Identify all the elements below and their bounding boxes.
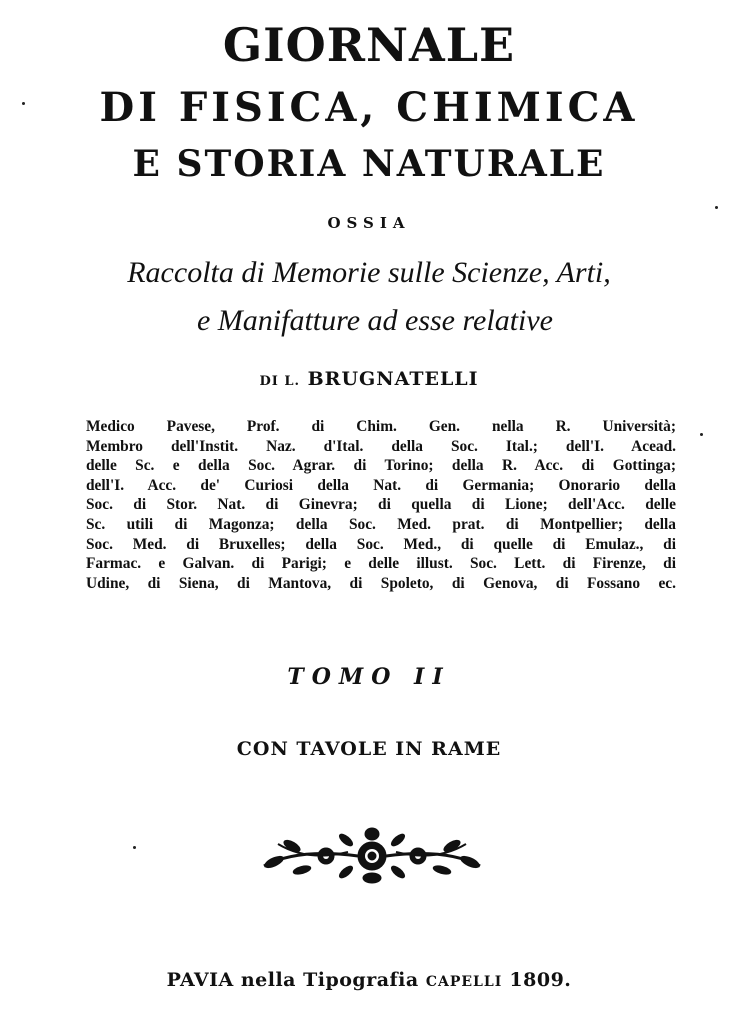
author-line (0, 368, 738, 390)
paper-speck (133, 846, 136, 849)
credentials-line: Medico Pavese, Prof. di Chim. Gen. nella R. Università; (86, 418, 676, 435)
printer-name: CAPELLI (425, 974, 503, 990)
author-prefix: DI L. (259, 374, 300, 389)
author-credentials (86, 417, 676, 593)
credentials-line: Membro dell'Instit. Naz. d'Ital. della Soc. Ital.; dell'I. Acead. (86, 437, 676, 455)
paper-speck (715, 206, 718, 209)
credentials-line: delle Sc. e della Soc. Agrar. di Torino; della R. Acc. di Gottinga; (86, 457, 676, 475)
credentials-line: Udine, di Siena, di Mantova, di Spoleto, di Genova, di Fossano ec. (86, 574, 676, 592)
imprint-place: PAVIA nella Tipografia (166, 969, 419, 991)
title-line-physics-chemistry: DI FISICA, CHIMICA (99, 84, 639, 131)
paper-speck (700, 433, 703, 436)
ossia-label: OSSIA (327, 214, 411, 232)
credentials-line: Sc. utili di Magonza; della Soc. Med. prat. di Montpellier; della (86, 515, 676, 533)
imprint-line (0, 969, 738, 991)
floral-ornament-icon (258, 826, 486, 886)
credentials-line: Soc. di Stor. Nat. di Ginevra; di quella di Lione; dell'Acc. delle (86, 496, 676, 514)
credentials-line: Soc. Med. di Bruxelles; della Soc. Med., di quelle di Emulaz., di (86, 535, 676, 553)
subtitle-line-2: e Manifatture ad esse relative (196, 304, 553, 337)
author-name: BRUGNATELLI (307, 368, 479, 390)
plates-note: CON TAVOLE IN RAME (236, 738, 502, 760)
credentials-line: Farmac. e Galvan. di Parigi; e delle illust. Soc. Lett. di Firenze, di (86, 555, 676, 573)
subtitle-line-1: Raccolta di Memorie sulle Scienze, Arti, (127, 256, 611, 289)
volume-number: TOMO II (287, 664, 451, 690)
title-line-natural-history: E STORIA NATURALE (132, 143, 606, 185)
paper-speck (22, 102, 25, 105)
credentials-line: dell'I. Acc. de' Curiosi della Nat. di Germania; Onorario della (86, 476, 676, 494)
publication-year: 1809. (509, 969, 572, 991)
journal-title: GIORNALE (222, 18, 516, 72)
